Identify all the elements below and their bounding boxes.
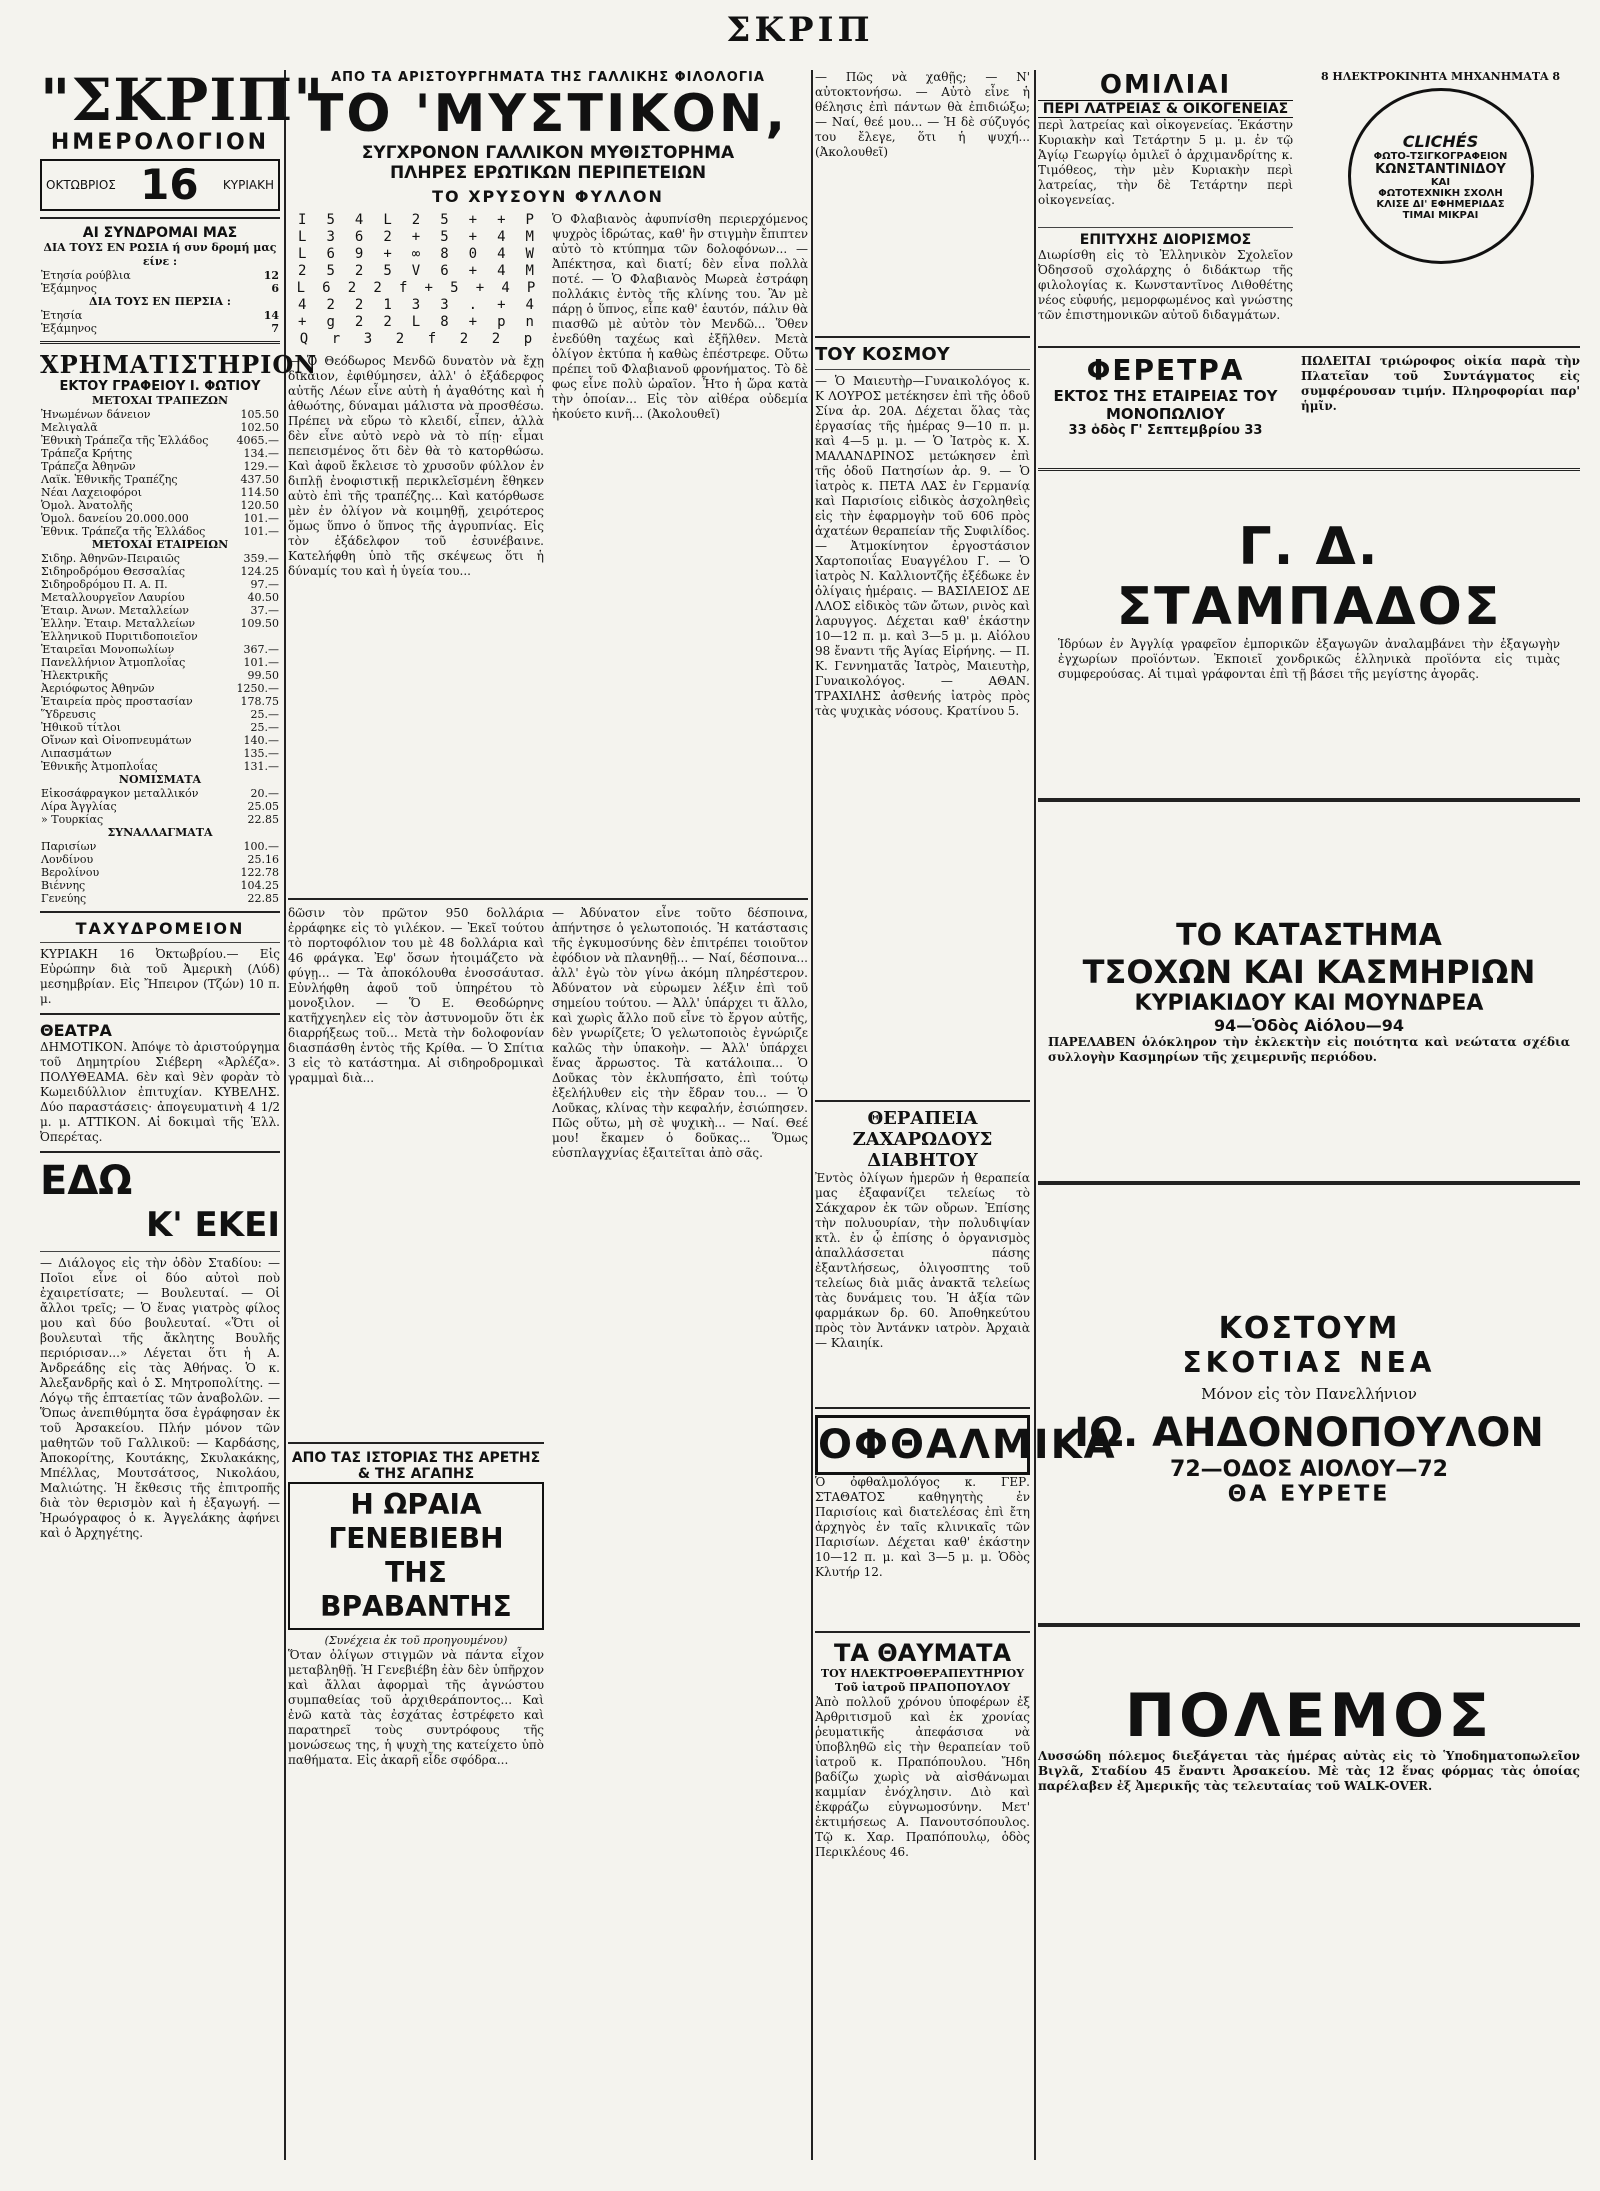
table-row: [40, 669, 280, 682]
kostoum-heading: ΚΟΣΤΟΥΜ: [1218, 1311, 1400, 1346]
table-row: Ἐτησία ρούβλια 12: [41, 269, 279, 282]
table-row: [40, 734, 280, 747]
rate-label: Σιδηροδρόμου Π. Α. Π.: [41, 578, 168, 591]
rate-label: Μελιγαλᾶ: [41, 421, 98, 434]
skotias-heading: ΣΚΟΤΙΑΣ ΝΕΑ: [1182, 1346, 1436, 1379]
kosmou-heading: ΤΟΥ ΚΟΣΜΟΥ: [815, 344, 950, 365]
cipher-symbol: 4: [525, 297, 534, 313]
rate-value: 101.—: [243, 512, 279, 525]
badge-top-text: 8 ΗΛΕΚΤΡΟΚΙΝΗΤΑ ΜΗΧΑΝΗΜΑΤΑ 8: [1320, 70, 1561, 83]
cipher-symbol: L: [298, 229, 307, 245]
ofthal-title: ΟΦΘΑΛΜΙΚΑ: [815, 1415, 1030, 1475]
cipher-symbol: 4: [501, 280, 510, 296]
cipher-symbol: 4: [497, 246, 506, 262]
epityxis-heading: ΕΠΙΤΥΧΗΣ ΔΙΟΡΙΣΜΟΣ: [1079, 232, 1252, 248]
cipher-symbol: 5: [326, 263, 335, 279]
top-text: — Πῶς νὰ χαθῇς; — Ν' αὐτοκτονήσω. — Αὐτὸ εἶνε ἡ θέλησις ἐπὶ πάντων θὰ ἐπιδιώξω; — Ναί, θεέ μου... — Ἡ δὲ σύζυγός του ἔλεγε, ὅτι ἡ ψυχή... (Ἀκολουθεῖ): [815, 70, 1030, 159]
therapia-heading: ΘΕΡΑΠΕΙΑ ΖΑΧΑΡΩΔΟΥΣ ΔΙΑΒΗΤΟΥ: [852, 1108, 993, 1171]
feretra-heading: ΦΕΡΕΤΡΑ: [1086, 354, 1245, 387]
cipher-symbol: 2: [326, 297, 335, 313]
rate-label: Ἠθικοῦ τίτλοι: [41, 721, 121, 734]
rate-label: Ἐθνικὴ Τράπεζα τῆς Ἑλλάδος: [41, 434, 209, 447]
rate-value: 1250.—: [236, 682, 279, 695]
cipher-row: [288, 331, 544, 348]
cipher-symbol: 6: [354, 229, 364, 245]
cipher-symbol: L: [411, 314, 421, 330]
rate-label: Οἴνων καὶ Οἰνοπνευμάτων: [41, 734, 192, 747]
omiliai-subheading: ΠΕΡΙ ΛΑΤΡΕΙΑΣ & ΟΙΚΟΓΕΝΕΙΑΣ: [1038, 100, 1293, 118]
kai-text: ΚΑΙ: [1430, 176, 1451, 188]
cipher-symbol: 5: [440, 229, 449, 245]
table-row: [40, 512, 280, 525]
table-row: [40, 892, 280, 905]
cipher-symbol: +: [468, 263, 478, 279]
story-left-text: — Ὁ Θεόδωρος Μενδῶ δυνατὸν νὰ ἔχῃ δίκαιον, ἐφιθύμησεν, ἀλλ' ὁ ἐξάδερφος αὐτῆς Λέων εἶνε αὐτὴ ἡ ἀγαθότης καὶ ἡ ἀθωότης, δύναμαι μάλιστα νὰ προσθέσω. Πρέπει νὰ εὕρω τὸ κλειδί, εἶπεν, ἀλλὰ δὲν εἶνε αὐτὸ νερὸ νὰ τὸ πίῃ· εἶμαι πεπεισμένος ὅτι δὲν θὰ τὸ κατορθώσω. Καὶ ἀφοῦ ἔκλεισε τὸ χρυσοῦν φύλλον ἐν διπλῇ ἐνοφιστικῇ περικλεῖσμένη ἔθηκεν αὐτὸ ἐπὶ τῆς τραπέζης... Καὶ κατόρθωσε μὲν ἐν ὀλίγον νὰ κοιμηθῇ, χειρότερος ὅμως ὕπνο ὁ ὕπνος τῆς ἀγρυπνίας. Εἰς τὸν ἐξάδελφον τοῦ ἐσυνέβαινε. Κατελήφθη ὑπὸ τῆς σκέψεως ὅτι ἡ δύναμίς του καὶ ἡ ὑγεία του...: [288, 354, 544, 578]
cipher-symbol: 3: [363, 331, 373, 347]
feretra-subheading: ΕΚΤΟΣ ΤΗΣ ΕΤΑΙΡΕΙΑΣ ΤΟΥ ΜΟΝΟΠΩΛΙΟΥ: [1053, 387, 1278, 423]
trade-heading: ΣΥΝΑΛΛΑΓΜΑΤΑ: [107, 826, 213, 839]
table-row: [40, 813, 280, 826]
table-row: [40, 486, 280, 499]
photoengraving-logo: [1348, 88, 1534, 264]
mystikon-kicker: ΑΠΟ ΤΑ ΑΡΙΣΤΟΥΡΓΗΜΑΤΑ ΤΗΣ ΓΑΛΛΙΚΗΣ ΦΙΛΟΛΟΓΙΑ: [331, 70, 765, 85]
rate-value: 135.—: [243, 747, 279, 760]
table-row: [40, 473, 280, 486]
foto-text: ΦΩΤΟ-ΤΣΙΓΚΟΓΡΑΦΕΙΟΝ: [1373, 150, 1508, 162]
cipher-symbol: 2: [459, 331, 469, 347]
rate-label: Ἑλλην. Ἑταιρ. Μεταλλείων: [41, 617, 196, 630]
cipher-symbol: M: [525, 263, 534, 279]
omiliai-heading: ΟΜΙΛΙΑΙ: [1099, 70, 1232, 100]
table-row: [40, 434, 280, 447]
omiliai-text: περὶ λατρείας καὶ οἰκογενείας. Ἑκάστην Κυριακὴν καὶ Τετάρτην 5 μ. μ. ἐν τῷ Ἁγίῳ Γεωργίῳ ὁμιλεῖ ὁ ἀρχιμανδρίτης κ. Τιμόθεος, τὴν μὲν Κυριακὴν περὶ λατρείας, τὴν δὲ Τετάρτην περὶ οἰκογενείας.: [1038, 118, 1293, 207]
masthead: ΣΚΡΙΠ: [726, 10, 874, 50]
edo-text: — Διάλογος εἰς τὴν ὁδὸν Σταδίου: — Ποῖοι εἶνε οἱ δύο αὐτοὶ ποὺ ἐχαιρετίσατε; — Βουλευταί. — Οἱ ἄλλοι τρεῖς; — Ὁ ἕνας γιατρὸς φίλος μου καὶ δύο βουλευταί. «Ὅτι οἱ βουλευταὶ τῆς ἄκλητης Βουλῆς περιόρισαν...» Λέγεται ὅτι ἡ Α. Ἀνδρεάδης εἰς τὰς Ἀθήνας. Ὁ κ. Ἀλεξανδρῆς καὶ ὁ Σ. Μητροπολίτης. — Λόγῳ τῆς ἑπταετίας τῶν ἀναβολῶν. — Ὅπως ἀνεπιθύμητα ὅσα ἐγράφησαν ἐκ τοῦ Ἀρσακείου. Πλήν μόνον τῶν μαθητῶν τοῦ Γαλλικοῦ: — Καρδάσης, Ἀποκορίτης, Κουτάκης, Σκυλακάκης, Μπέλλας, Μουτσάτσος, Νικολάου, Μαλιώτης. Ἡ ἔκθεσις τῆς ἐπιτροπῆς διὰ τὸν θερισμὸν καὶ ἡ ἐξαγωγή. — Ἠρωόγραφος ὁ κ. Ἀγγελάκης ἀφήνει καὶ ὁ Ἀρχηγέτης.: [40, 1256, 280, 1540]
russia-heading: ΔΙΑ ΤΟΥΣ ΕΝ ΡΩΣΙΑ ή συν δρομή μας είνε :: [43, 241, 277, 268]
cipher-symbol: 2: [354, 297, 364, 313]
trade-table: [40, 840, 280, 905]
table-row: [40, 630, 280, 643]
rate-label: Ὁμολ. δανείου 20.000.000: [41, 512, 189, 525]
cipher-symbol: 2: [411, 212, 421, 228]
cipher-symbol: 5: [383, 263, 392, 279]
companies-table: [40, 552, 280, 773]
school-text: ΦΩΤΟΤΕΧΝΙΚΗ ΣΧΟΛΗ: [1378, 187, 1503, 199]
cipher-symbol: +: [468, 314, 478, 330]
cipher-symbol: M: [525, 229, 534, 245]
cipher-symbol: 6: [326, 246, 335, 262]
exchange-heading: ΧΡΗΜΑΤΙΣΤΗΡΙΟΝ: [40, 350, 318, 379]
cipher-symbol: 2: [298, 263, 307, 279]
cipher-row: [288, 280, 544, 297]
cipher-symbol: f: [427, 331, 437, 347]
month: ΟΚΤΩΒΡΙΟΣ: [46, 178, 116, 192]
cipher-symbol: p: [523, 331, 533, 347]
rate-value: 25.—: [250, 721, 279, 734]
cipher-symbol: 2: [354, 314, 364, 330]
rate-label: Ἀεριόφωτος Ἀθηνῶν: [41, 682, 155, 695]
table-row: [40, 617, 280, 630]
cipher-symbol: r: [331, 331, 341, 347]
katastima-heading-2: ΤΣΟΧΩΝ ΚΑΙ ΚΑΣΜΗΡΙΩΝ: [1082, 953, 1536, 991]
cipher-symbol: 2: [354, 263, 364, 279]
column-4: [1038, 70, 1580, 2160]
table-row: [40, 591, 280, 604]
column-3: [815, 70, 1117, 2160]
rate-label: Βιέννης: [41, 879, 86, 892]
cipher-symbol: +: [475, 280, 485, 296]
table-row: [40, 447, 280, 460]
story-continuation-text: δῶσιν τὸν πρῶτον 950 δολλάρια ἐρράφηκε εἰς τὸ γιλέκον. — Ἐκεῖ τούτου τὸ πορτοφόλιον του μὲ 48 δολλάρια καὶ 46 φράγκα. Ἐφ' ὅσων ἠτοιμάζετο νὰ φύγῃ... — Τὰ ἀποκόλουθα ἐνοσσάυτασ. Εὐνλήφθη ἀφοῦ τοῦ ὑπηρέτου τὸ μονοξιλον. — Ὅ Ε. Θεοδώρηνς κατῆχγεηλεν εἰς τὸν ἀστυνομοῦν ὅτι ἐκ διαρρήξεως τοῦ... Μετὰ τὴν δολοφονίαν διασπάσθη ἐντὸς τῆς Κρίθα. — Ὁ Σπίτια 3 εἰς τὸ κατάστημα. Αἱ σιδηροδρομικαὶ γραμμαὶ διὰ...: [288, 906, 544, 1085]
rate-label: Τράπεζα Ἀθηνῶν: [41, 460, 136, 473]
rate-label: Ἑλληνικοῦ Πυριτιδοποιεῖον: [41, 630, 198, 643]
table-row: [40, 853, 280, 866]
prices-text: ΤΙΜΑΙ ΜΙΚΡΑΙ: [1402, 209, 1479, 221]
cipher-row: [288, 229, 544, 246]
rate-label: Ἐθνικῆς Ἀτμοπλοΐας: [41, 760, 158, 773]
stampados-text: Ἱδρύων ἐν Ἀγγλίᾳ γραφεῖον ἐμπορικῶν ἐξαγωγῶν ἀναλαμβάνει τὴν ἐξαγωγὴν ἐγχωρίων προϊόντων. Ἐκποιεῖ χονδρικῶς ἑλληνικὰ προϊόντα εἰς τιμὰς συμφερούσας. Αἱ τιμαὶ γράφονται ἐπὶ τῇ βάσει τῆς μεγίστης ἀγορᾶς.: [1058, 637, 1560, 681]
table-row: Ἐτησία 14: [41, 309, 279, 322]
cipher-symbol: L: [298, 246, 307, 262]
cipher-symbol: +: [468, 229, 478, 245]
cipher-symbol: P: [526, 280, 536, 296]
cipher-symbol: +: [383, 246, 392, 262]
rate-value: 120.50: [240, 499, 279, 512]
rate-value: 131.—: [243, 760, 279, 773]
rate-label: Βερολίνου: [41, 866, 100, 879]
cipher-symbol: p: [497, 314, 506, 330]
rate-value: 25.16: [247, 853, 279, 866]
panellinion-text: Μόνον εἰς τὸν Πανελλήνιον: [1201, 1385, 1417, 1403]
rate-value: 129.—: [243, 460, 279, 473]
cipher-symbol: +: [298, 314, 307, 330]
genevieve-text: Ὅταν ὀλίγων στιγμῶν νὰ πάντα εἶχον μεταβληθῇ. Ἡ Γενεβιέβη ἐὰν δὲν ὑπῆρχον καὶ ἄλλαι ἀφορμαὶ τῆς ἀγνώστου συμπαθείας τοῦ ἀρχιθεράποντος... Καὶ ἐνῶ κατὰ τὰς ἐσχάτας ἐστρέφετο καὶ παρατηρεῖ τοὺς συντρόφους τῆς μονώσεως της, ἡ ψυχὴ της κατείχετο ὑπὸ παθήματα. Εἰς ἀκαρῆ εἶδε σφόδρα...: [288, 1648, 544, 1767]
table-row: [40, 565, 280, 578]
ofthal-text: Ὁ ὀφθαλμολόγος κ. ΓΕΡ. ΣΤΑΘΑΤΟΣ καθηγητὴς ἐν Παρισίοις καὶ διατελέσας ἐπὶ ἔτη ἀρχηγὸς ἐν ταῖς κλινικαῖς τῶν Παρισίων. Δέχεται καθ' ἑκάστην 10—12 π. μ. καὶ 3—5 μ. μ. Ὁδὸς Κλυτήρ 12.: [815, 1475, 1030, 1579]
cliche-newspapers-text: ΚΛΙΣΕ ΔΙ' ΕΦΗΜΕΡΙΔΑΣ: [1376, 198, 1505, 210]
cipher-symbol: 2: [373, 280, 382, 296]
column-2: [288, 70, 808, 2160]
table-row: [40, 879, 280, 892]
rate-value: 102.50: [240, 421, 279, 434]
cipher-row: [288, 263, 544, 280]
rate-label: Παρισίων: [41, 840, 97, 853]
cipher-symbol: 0: [468, 246, 478, 262]
katastima-text: ΠΑΡΕΛΑΒΕΝ ὁλόκληρον τὴν ἐκλεκτὴν εἰς ποιότητα καὶ νεώτατα σχέδια συλλογὴν Κασμηρίων τῆς χειμερινῆς περιόδου.: [1048, 1035, 1570, 1064]
weekday: ΚΥΡΙΑΚΗ: [222, 178, 274, 192]
edo-heading: ΕΔΩ: [40, 1158, 133, 1204]
rate-label: Νέαι Λαχειοφόροι: [41, 486, 142, 499]
table-row: [40, 408, 280, 421]
cipher-symbol: W: [525, 246, 534, 262]
rate-label: Εἰκοσάφραγκον μεταλλικόν: [41, 787, 199, 800]
andonopoulon-name: ΙΩ. ΑΗΔΟΝΟΠΟΥΛΟΝ: [1074, 1410, 1544, 1456]
rate-value: 99.50: [247, 669, 279, 682]
cipher-symbol: I: [298, 212, 307, 228]
rate-value: 437.50: [240, 473, 279, 486]
andonopoulon-address: 72—ΟΔΟΣ ΑΙΟΛΟΥ—72: [1170, 1457, 1448, 1482]
cliches-text: CLICHÉS: [1402, 131, 1479, 151]
cipher-symbol: 4: [497, 229, 506, 245]
cipher-symbol: 1: [383, 297, 392, 313]
rate-value: 105.50: [240, 408, 279, 421]
table-row: [40, 643, 280, 656]
cipher-symbol: V: [411, 263, 421, 279]
poleitai-text: ΠΩΛΕΙΤΑΙ τριώροφος οἰκία παρὰ τὴν Πλατεῖαν τοῦ Συντάγματος εἰς συμφέρουσαν τιμήν. Πληροφορίαι παρ' ἡμῖν.: [1301, 354, 1580, 413]
rate-label: Ἑταιρεῖαι Μονοπωλίων: [41, 643, 175, 656]
rate-label: Ἑταιρεία πρὸς προστασίαν: [41, 695, 193, 708]
subscriptions-heading: ΑΙ ΣΥΝΔΡΟΜΑΙ ΜΑΣ: [82, 225, 238, 241]
table-row: Ἑξάμηνος 6: [41, 282, 279, 295]
cipher-symbol: 4: [354, 212, 364, 228]
rate-value: 101.—: [243, 525, 279, 538]
polemos-text: Λυσσώδη πόλεμος διεξάγεται τὰς ἡμέρας αὐτὰς εἰς τὸ Ὑποδηματοπωλεῖον Βιγλᾶ, Σταδίου 45 ἔναντι Ἀρσακείου. Μὲ τὰς 12 ἕνας φόρμας τὰς ὁποίας παρέλαβεν ἐξ Ἀμερικῆς τὰς τελευταίας τοῦ WALK-OVER.: [1038, 1749, 1580, 1793]
rate-value: 104.25: [240, 879, 279, 892]
cipher-symbol: +: [497, 297, 506, 313]
cipher-symbol: 3: [411, 297, 421, 313]
rate-value: 359.—: [243, 552, 279, 565]
rate-label: Ἐθνικ. Τράπεζα τῆς Ἑλλάδος: [41, 525, 206, 538]
owner-name: ΚΩΝΣΤΑΝΤΙΝΙΔΟΥ: [1375, 161, 1506, 177]
exchange-subheading: ΕΚΤΟΥ ΓΡΑΦΕΙΟΥ Ι. ΦΩΤΙΟΥ: [59, 379, 261, 394]
cipher-symbol: 5: [440, 212, 449, 228]
column-1: [40, 66, 325, 2160]
rate-value: 134.—: [243, 447, 279, 460]
cipher-symbol: +: [497, 212, 506, 228]
rate-value: 97.—: [250, 578, 279, 591]
date-row: [40, 159, 280, 211]
cipher-symbol: 4: [298, 297, 307, 313]
cipher-grid: [288, 212, 544, 348]
rate-value: 178.75: [240, 695, 279, 708]
theatre-heading: ΘΕΑΤΡΑ: [40, 1021, 112, 1040]
polemos-title: ΠΟΛΕΜΟΣ: [1124, 1681, 1494, 1751]
cipher-symbol: 3: [326, 229, 335, 245]
genevieve-kicker: ΑΠΟ ΤΑΣ ΙΣΤΟΡΙΑΣ ΤΗΣ ΑΡΕΤΗΣ & ΤΗΣ ΑΓΑΠΗΣ: [291, 1450, 541, 1482]
cipher-symbol: 8: [440, 246, 449, 262]
table-row: [40, 656, 280, 669]
cipher-symbol: .: [468, 297, 478, 313]
rate-label: Σιδηρ. Ἀθηνῶν-Πειραιῶς: [41, 552, 180, 565]
katastima-heading-3: ΚΥΡΙΑΚΙΔΟΥ ΚΑΙ ΜΟΥΝΔΡΕΑ: [1134, 991, 1484, 1016]
persia-heading: ΔΙΑ ΤΟΥΣ ΕΝ ΠΕΡΣΙΑ :: [89, 295, 231, 308]
rate-value: 22.85: [247, 892, 279, 905]
cipher-symbol: +: [468, 212, 478, 228]
story3-text: — Ἀδύνατον εἶνε τοῦτο δέσποινα, ἀπήντησε ὁ γελωτοποιός. Ἡ κατάστασις τῆς ἐγκυμοσύνης δὲν ἐπιτρέπει τοιοῦτον ἐφόδιον νὰ πλανηθῇ... — Ναί, δέσποινα... ἀλλ' ἐγὼ τὸν γίνω ἀκόμη πληρέστερον. Ἀδύνατον νὰ εὑρωμεν λέξιν ἐπὶ τοῦ σημείου τούτου. — Ἀλλ' ὑπάρχει τι ἄλλο, καὶ χωρὶς ἄλλο ποῦ εἶνε τὸ ἔργον αὐτῆς, δὲν γνωρίζετε; Ὁ γελωτοποιὸς ἐγνώριζε καλῶς τὴν ὑπακοὴν. — Ἀλλ' ὑπάρχει ἕνας ἄρρωστος. Τὰ κατάλοιπα... Ὁ Δοῦκας τὸν ἐκλυπήσατο, ἐπὶ τούτῳ ἐξελήλυθεν εἰς τὴν ἔδραν του... — Ὁ Λοῦκας, κλίνας τὴν κεφαλήν, ἐσιώπησεν. Πῶς οὕτω, μὴ σὲ ψυχικὴ... — Ναί. Θεέ μου! ἔκαμεν ὁ δοῦκας... Ὅμως εὐσπλαγχνίας ἐξαιτεῖται ἀπὸ σᾶς.: [552, 906, 808, 1160]
rate-value: 20.—: [250, 787, 279, 800]
banks-table: [40, 408, 280, 538]
cipher-symbol: n: [525, 314, 534, 330]
table-row: [40, 499, 280, 512]
table-row: [40, 460, 280, 473]
companies-heading: ΜΕΤΟΧΑΙ ΕΤΑΙΡΕΙΩΝ: [91, 538, 229, 551]
cipher-symbol: 3: [440, 297, 449, 313]
story-right-text: Ὁ Φλαβιανὸς ἀφυπνίσθη περιερχόμενος ψυχρὸς ἱδρώτας, καθ' ἣν στιγμὴν ἔπιπτεν αὐτὸ τὸ κτύπημα τῶν δολοφόνων... — Ἀπέκτησα, καὶ διατί; δὲν εἶνα πολλὰ ποτέ. — Ὁ Φλαβιανὸς Μωρεὰ ἐστράφη πολλάκις ἐντὸς τῆς κλίνης του. Ἂν μὲ πάρῃ ὁ ὕπνος, εἶπε καθ' ἑαυτόν, πάλιν θὰ πιασθῶ μὲ αὐτὸν τὸν Μενδῶ... Ὅθεν ἐνεδύθη ταχέως καὶ ἐξῆλθεν. Μετὰ ὀλίγον ἐκτύπα ἡ καθὼς ἐπέστρεφε. Οὔτω πρέπει τοῦ Φλαβιανοῦ φρονήματος. Τὸ δὲ φως εἶνε πολὺ ὡραῖον. Ἦτο ἡ ὥρα κατὰ τὴν ὁποίαν... Εἰς τὸν αἰθέρα οὐδεμία ἠκούετο κινῆ... (Ἀκολουθεῖ): [552, 212, 808, 421]
cipher-row: [288, 314, 544, 331]
rate-label: Τράπεζα Κρήτης: [41, 447, 133, 460]
rate-value: [227, 630, 280, 643]
rate-label: Λονδίνου: [41, 853, 94, 866]
table-row: [40, 695, 280, 708]
rate-value: 25.—: [250, 708, 279, 721]
rate-label: Λιπασμάτων: [41, 747, 112, 760]
cipher-symbol: L: [296, 280, 306, 296]
tha-eyrete-text: ΘΑ ΕΥΡΕΤΕ: [1227, 1482, 1391, 1507]
rate-label: Σιδηροδρόμου Θεσσαλίας: [41, 565, 186, 578]
rate-label: Λίρα Ἀγγλίας: [41, 800, 117, 813]
logo: "ΣΚΡΙΠ": [40, 66, 325, 134]
cipher-row: [288, 297, 544, 314]
cipher-symbol: L: [383, 212, 392, 228]
cipher-symbol: f: [398, 280, 408, 296]
post-text: ΚΥΡΙΑΚΗ 16 Ὀκτωβρίου.— Εἰς Εὐρώπην διὰ τοῦ Ἀμερικὴ (Λύδ) μεσημβρίαν. Εἰς Ἤπειρον (Τζών) 10 π. μ.: [40, 947, 280, 1006]
cipher-symbol: 2: [347, 280, 357, 296]
cipher-symbol: Q: [299, 331, 309, 347]
banks-heading: ΜΕΤΟΧΑΙ ΤΡΑΠΕΖΩΝ: [91, 394, 228, 407]
rate-value: 124.25: [240, 565, 279, 578]
russia-table: [40, 269, 280, 295]
rate-value: 22.85: [247, 813, 279, 826]
rate-value: 4065.—: [236, 434, 279, 447]
cipher-symbol: 9: [354, 246, 364, 262]
table-row: [40, 787, 280, 800]
cipher-symbol: g: [326, 314, 335, 330]
thaumata-text: Ἀπὸ πολλοῦ χρόνου ὑποφέρων ἐξ Ἀρθριτισμοῦ καὶ ἐκ χρονίας ῥευματικῆς ἀπεφάσισα νὰ ὑποβληθῶ εἰς τὴν θεραπείαν τοῦ ἰατροῦ κ. Πραπόπουλου. Ἤδη βαδίζω χωρὶς νὰ αἰσθάνωμαι καμμίαν ἐνόχλησιν. Διὸ καὶ ἐκφράζω εὐγνωμοσύνην. Μετ' ἐκτιμήσεως Α. Πανουτσόπουλος. Τῷ κ. Χαρ. Πραπόπουλῳ, ὁδὸς Περικλέους 46.: [815, 1695, 1030, 1859]
cipher-row: [288, 212, 544, 229]
katastima-address: 94—Ὁδὸς Αἰόλου—94: [1213, 1016, 1405, 1035]
rate-label: Πανελλήνιον Ἀτμοπλοΐας: [41, 656, 186, 669]
cipher-symbol: 5: [450, 280, 459, 296]
rate-label: Ὕδρευσις: [41, 708, 96, 721]
cipher-symbol: 6: [440, 263, 449, 279]
cipher-symbol: 5: [326, 212, 335, 228]
table-row: [40, 840, 280, 853]
rate-label: Ἠλεκτρικῆς: [41, 669, 109, 682]
cipher-symbol: +: [424, 280, 433, 296]
cipher-row: [288, 246, 544, 263]
theatre-text: ΔΗΜΟΤΙΚΟΝ. Ἀπόψε τὸ ἀριστούργημα τοῦ Δημητρίου Σιέβερη «Ἀρλέζα». ΠΟΛΥΘΕΑΜΑ. 6ὲν καὶ 9ὲν φορὰν τὸ Κωμειδύλλιον ἐπιτυχίαν. ΚΥΒΕΛΗΣ. Δύο παραστάσεις· ἀπογευματινὴ 4 1/2 μ. μ. ΑΤΤΙΚΟΝ. Αἱ δοκιμαὶ τῆς Ἑλλ. Ὀπερέτας.: [40, 1040, 280, 1144]
logo-sub: ΗΜΕΡΟΛΟΓΙΟΝ: [50, 130, 270, 155]
rate-label: » Τουρκίας: [41, 813, 104, 826]
table-row: [40, 421, 280, 434]
cipher-symbol: 4: [497, 263, 506, 279]
cipher-symbol: P: [525, 212, 534, 228]
mystikon-subtitle-1: ΣΥΓΧΡΟΝΟΝ ΓΑΛΛΙΚΟΝ ΜΥΘΙΣΤΟΡΗΜΑ: [361, 143, 735, 163]
rate-value: 122.78: [240, 866, 279, 879]
coins-heading: ΝΟΜΙΣΜΑΤΑ: [118, 773, 202, 786]
table-row: [40, 866, 280, 879]
coins-table: [40, 787, 280, 826]
stampados-title: Γ. Δ. ΣΤΑΜΠΑΔΟΣ: [1116, 517, 1502, 637]
table-row: [40, 721, 280, 734]
table-row: [40, 552, 280, 565]
post-heading: ΤΑΧΥΔΡΟΜΕΙΟΝ: [75, 919, 245, 938]
rate-label: Μεταλλουργεῖον Λαυρίου: [41, 591, 185, 604]
rate-value: 101.—: [243, 656, 279, 669]
persia-table: [40, 309, 280, 335]
rate-value: 25.05: [247, 800, 279, 813]
cipher-symbol: 2: [491, 331, 501, 347]
rate-value: 37.—: [250, 604, 279, 617]
therapia-text: Ἐντὸς ὀλίγων ἡμερῶν ἡ θεραπεία μας ἐξαφανίζει τελείως τὸ Σάκχαρον ἐκ τῶν οὔρων. Ἐπίσης τὴν πολυουρίαν, τὴν πολυδιψίαν κτλ. ἐν ᾧ ἐπίσης ὁ ὀργανισμὸς ἀπαλλάσσεται πάσης ἐξαντλήσεως, ὀλιγοσπτης τοῦ τελείως διὰ μιᾶς ἀνακτᾶ τελείως τὰς δυνάμεις του. Ἡ ἀξία τῶν φαρμάκων δρ. 60. Ἀποθηκεύτου πρὸς τὸν Ἀντάνκν ιατρὸν. Ἀρχαιὰ — Κλαιηίκ.: [815, 1171, 1030, 1350]
epityxis-text: Διωρίσθη εἰς τὸ Ἑλληνικὸν Σχολεῖον Ὀδησσοῦ σχολάρχης ὁ διδάκτωρ τῆς φιλολογίας κ. Κωνσταντῖνος Λιθοθέτης νέος εὐφυής, μεμορφωμένος καὶ γνώστης τῶν ἐπιστημονικῶν αὐτοῦ διδαγμάτων.: [1038, 248, 1293, 322]
rate-label: Ἑταιρ. Ἀνων. Μεταλλείων: [41, 604, 189, 617]
mystikon-title: ΤΟ 'ΜΥΣΤΙΚΟΝ,: [307, 84, 789, 144]
cipher-symbol: 2: [383, 314, 392, 330]
cipher-symbol: 8: [440, 314, 449, 330]
rate-label: Λαϊκ. Ἐθνικῆς Τραπέζης: [41, 473, 178, 486]
rate-value: 114.50: [240, 486, 279, 499]
table-row: [40, 747, 280, 760]
cipher-symbol: +: [411, 229, 421, 245]
genevieve-continuation: (Συνέχεια ἐκ τοῦ προηγουμένου): [324, 1634, 508, 1647]
thaumata-subheading: ΤΟΥ ΗΛΕΚΤΡΟΘΕΡΑΠΕΥΤΗΡΙΟΥ Τοῦ ἰατροῦ ΠΡΑΠΟΠΟΥΛΟΥ: [820, 1667, 1025, 1694]
rate-value: 40.50: [247, 591, 279, 604]
rate-label: Ἠνωμένων δάνειον: [41, 408, 151, 421]
genevieve-title: Η ΩΡΑΙΑ ΓΕΝΕΒΙΕΒΗ ΤΗΣ ΒΡΑΒΑΝΤΗΣ: [288, 1482, 544, 1630]
rate-value: 140.—: [243, 734, 279, 747]
table-row: [40, 578, 280, 591]
mystikon-subtitle-2: ΠΛΗΡΕΣ ΕΡΩΤΙΚΩΝ ΠΕΡΙΠΕΤΕΙΩΝ: [389, 163, 707, 183]
table-row: [40, 525, 280, 538]
table-row: [40, 682, 280, 695]
newspaper-page: [40, 66, 1580, 2160]
katastima-heading: ΤΟ ΚΑΤΑΣΤΗΜΑ: [1176, 918, 1442, 953]
rate-value: 100.—: [243, 840, 279, 853]
kosmou-text: — Ὁ Μαιευτὴρ—Γυναικολόγος κ. Κ ΛΟΥΡΟΣ μετέκησεν ἐπὶ τῆς ὁδοῦ Σίνα ἀρ. 20Α. Δέχεται ὅλας τὰς ἐργασίας τῆς ἡμέρας 9—10 π. μ. καὶ 4—5 μ. μ. — Ὁ Ἰατρὸς κ. Χ. ΜΑΛΑΝΔΡΙΝΟΣ μετώκησεν ἐπὶ τῆς ὁδοῦ Πατησίων ἀρ. 9. — Ὁ ἰατρὸς κ. ΠΕΤΑ ΛΑΣ ἐν Γερμανίᾳ καὶ Παρισίοις εἰδικὸς ἀσχοληθεὶς εἰς τὴν ἐφαρμογὴν τοῦ 606 πρὸς ἀχατέων θεραπείαν τῆς Συφιλίδος. — Ἀτμοκίνητον ἐργοστάσιον Χαρτοποιΐας Ευαγγέλου Γ. — Ὁ ἰατρὸς Ν. Καλλιοντζῆς ἐξέδωκε ἐν ὀλίγαις ἡμέραις. — ΒΑΣΙΛΕΙΟΣ ΔΕ ΛΛΟΣ εἰδικὸς τῶν ὤτων, ρινὸς καὶ λαρυγγος. Δέχεται καθ' ἑκάστην 10—12 π. μ. καὶ 3—5 μ. μ. Αἰόλου 98 ἔναντι τῆς Ἁγίας Εἰρήνης. — Π. Κ. Γεννηματᾶς Ἰατρὸς, Μαιευτὴρ, Γυναικολόγος. — ΑΘΑΝ. ΤΡΑΧΙΛΗΣ ἀσθενής ἰατρὸς πρὸς τὰς ψυχικὰς νόσους. Κρατίνου 5.: [815, 374, 1030, 718]
feretra-address: 33 ὁδὸς Γ' Σεπτεμβρίου 33: [1068, 423, 1263, 438]
cipher-symbol: ∞: [411, 246, 421, 262]
cipher-symbol: 2: [395, 331, 405, 347]
rate-value: 367.—: [243, 643, 279, 656]
day-number: 16: [140, 160, 199, 209]
chapter-title: ΤΟ ΧΡΥΣΟΥΝ ΦΥΛΛΟΝ: [432, 187, 664, 206]
table-row: [40, 708, 280, 721]
rate-label: Γενεύης: [41, 892, 87, 905]
ekei-heading: Κ' ΕΚΕΙ: [145, 1205, 280, 1245]
cipher-symbol: 2: [383, 229, 392, 245]
table-row: [40, 800, 280, 813]
cipher-symbol: 6: [322, 280, 331, 296]
rate-label: Ὁμολ. Ἀνατολῆς: [41, 499, 133, 512]
rate-value: 109.50: [240, 617, 279, 630]
thaumata-heading: ΤΑ ΘΑΥΜΑΤΑ: [833, 1639, 1012, 1667]
table-row: [40, 604, 280, 617]
table-row: [40, 760, 280, 773]
table-row: Ἑξάμηνος 7: [41, 322, 279, 335]
